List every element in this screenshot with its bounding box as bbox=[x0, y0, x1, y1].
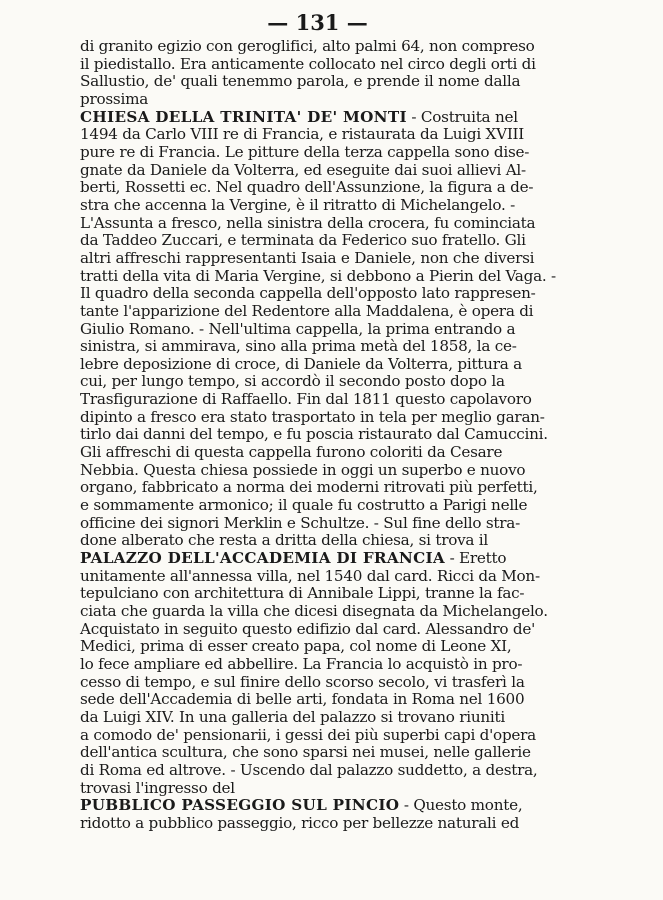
heading-trinita-rest: - Costruita nel bbox=[406, 107, 518, 126]
heading-palazzo-accademia: PALAZZO DELL'ACCADEMIA DI FRANCIA bbox=[80, 549, 445, 568]
heading-line-pincio bbox=[80, 797, 555, 815]
heading-chiesa-trinita: CHIESA DELLA TRINITA' DE' MONTI bbox=[80, 107, 407, 126]
text-line: altri affreschi rappresentanti Isaia e Daniele, non che diversi bbox=[80, 248, 535, 267]
heading-pincio-rest: - Questo monte, bbox=[399, 796, 523, 815]
text-line: il piedistallo. Era anticamente collocato nel circo degli orti di bbox=[80, 54, 536, 73]
page-body bbox=[80, 38, 555, 833]
text-line: Gli affreschi di questa cappella furono coloriti da Cesare bbox=[80, 443, 503, 462]
text-line: pure re di Francia. Le pitture della terza cappella sono dise- bbox=[80, 142, 530, 161]
text-line: Sallustio, de' quali tenemmo parola, e prende il nome dalla bbox=[80, 72, 521, 91]
text-line: stra che accenna la Vergine, è il ritratto di Michelangelo. - bbox=[80, 195, 516, 214]
text-line: ridotto a pubblico passeggio, ricco per bellezze naturali ed bbox=[80, 813, 520, 832]
text-line: cui, per lungo tempo, si accordò il secondo posto dopo la bbox=[80, 372, 505, 391]
heading-palazzo-rest: - Eretto bbox=[445, 549, 507, 568]
text-line: unitamente all'annessa villa, nel 1540 dal card. Ricci da Mon- bbox=[80, 566, 540, 585]
text-line: sinistra, si ammirava, sino alla prima metà del 1858, la ce- bbox=[80, 337, 517, 356]
text-line: da Luigi XIV. In una galleria del palazzo si trovano riuniti bbox=[80, 707, 505, 726]
text-line: tirlo dai danni del tempo, e fu poscia ristaurato dal Camuccini. bbox=[80, 425, 548, 444]
text-line: L'Assunta a fresco, nella sinistra della crocera, fu cominciata bbox=[80, 213, 536, 232]
text-line: tepulciano con architettura di Annibale Lippi, tranne la fac- bbox=[80, 584, 525, 603]
text-line: cesso di tempo, e sul finire dello scorso secolo, vi trasferì la bbox=[80, 672, 525, 691]
text-line: dipinto a fresco era stato trasportato in tela per meglio garan- bbox=[80, 407, 545, 426]
text-line: Giulio Romano. - Nell'ultima cappella, la prima entrando a bbox=[80, 319, 516, 338]
text-line: di Roma ed altrove. - Uscendo dal palazzo suddetto, a destra, bbox=[80, 760, 538, 779]
text-line: lo fece ampliare ed abbellire. La Francia lo acquistò in pro- bbox=[80, 654, 523, 673]
text-line: done alberato che resta a dritta della chiesa, si trova il bbox=[80, 531, 489, 550]
text-line: Trasfigurazione di Raffaello. Fin dal 1811 questo capolavoro bbox=[80, 390, 532, 409]
page-number: — 131 — bbox=[267, 10, 368, 35]
text-line: officine dei signori Merklin e Schultze. - Sul fine dello stra- bbox=[80, 513, 520, 532]
text-line: e sommamente armonico; il quale fu costrutto a Parigi nelle bbox=[80, 496, 528, 515]
text-line: ciata che guarda la villa che dicesi disegnata da Michelangelo. bbox=[80, 602, 548, 620]
text-line: lebre deposizione di croce, di Daniele da Volterra, pittura a bbox=[80, 354, 522, 373]
text-line: organo, fabbricato a norma dei moderni ritrovati più perfetti, bbox=[80, 478, 538, 497]
heading-passeggio-pincio: PUBBLICO PASSEGGIO SUL PINCIO bbox=[80, 796, 400, 815]
heading-line-trinita bbox=[80, 109, 555, 127]
text-line: a comodo de' pensionarii, i gessi dei più superbi capi d'opera bbox=[80, 725, 536, 744]
text-line: Nebbia. Questa chiesa possiede in oggi un superbo e nuovo bbox=[80, 460, 526, 479]
text-line: 1494 da Carlo VIII re di Francia, e ristaurata da Luigi XVIII bbox=[80, 125, 525, 144]
text-line: berti, Rossetti ec. Nel quadro dell'Assunzione, la figura a de- bbox=[80, 178, 534, 197]
text-line: prossima bbox=[80, 89, 149, 108]
text-line: dell'antica scultura, che sono sparsi nei musei, nelle gallerie bbox=[80, 743, 531, 762]
text-line: tratti della vita di Maria Vergine, si debbono a Pierin del Vaga. - bbox=[80, 266, 556, 285]
text-line: Medici, prima di esser creato papa, col nome di Leone XI, bbox=[80, 637, 512, 656]
text-line: di granito egizio con geroglifici, alto palmi 64, non compreso bbox=[80, 37, 535, 55]
text-line: da Taddeo Zuccari, e terminata da Federico suo fratello. Gli bbox=[80, 231, 526, 250]
text-line: tante l'apparizione del Redentore alla Maddalena, è opera di bbox=[80, 301, 534, 320]
text-line: gnate da Daniele da Volterra, ed eseguite dai suoi allievi Al- bbox=[80, 160, 526, 179]
text-line: trovasi l'ingresso del bbox=[80, 778, 235, 797]
text-line: sede dell'Accademia di belle arti, fondata in Roma nel 1600 bbox=[80, 690, 525, 709]
heading-line-palazzo bbox=[80, 550, 555, 568]
text-line: Acquistato in seguito questo edifizio dal card. Alessandro de' bbox=[80, 619, 536, 638]
text-line: Il quadro della seconda cappella dell'opposto lato rappresen- bbox=[80, 284, 536, 303]
